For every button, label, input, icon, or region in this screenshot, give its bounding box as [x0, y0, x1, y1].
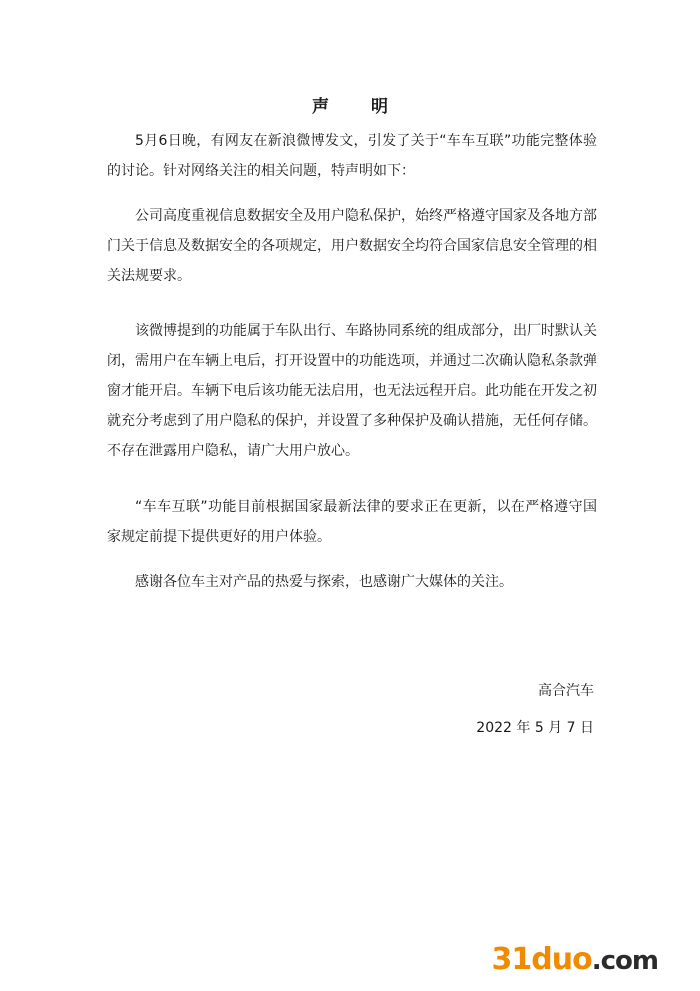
signature-company: 高合汽车 [538, 683, 594, 699]
paragraph-update: “车车互联”功能目前根据国家最新法律的要求正在更新，以在严格遵守国家规定前提下提供更好的用户体验。 [107, 499, 597, 545]
watermark-suffix: .com [591, 946, 658, 976]
paragraph-security: 公司高度重视信息数据安全及用户隐私保护，始终严格遵守国家及各地方部门关于信息及数据安全的各项规定，用户数据安全均符合国家信息安全管理的相关法规要求。 [107, 208, 597, 284]
site-watermark-logo [492, 942, 658, 977]
statement-title: 声 明 [312, 97, 406, 117]
signature-date: 2022 年 5 月 7 日 [476, 720, 594, 736]
paragraph-intro: 5月6日晚，有网友在新浪微博发文，引发了关于“车车互联”功能完整体验的讨论。针对网络关注的相关问题，特声明如下： [107, 133, 597, 179]
paragraph-feature-details: 该微博提到的功能属于车队出行、车路协同系统的组成部分，出厂时默认关闭，需用户在车辆上电后，打开设置中的功能选项，并通过二次确认隐私条款弹窗才能开启。车辆下电后该功能无法启用，也无法远程开启。此功能在开发之初就充分考虑到了用户隐私的保护，并设置了多种保护及确认措施，无任何存储。不存在泄露用户隐私，请广大用户放心。 [107, 323, 597, 459]
watermark-brand: 31duo [491, 942, 592, 977]
paragraph-thanks: 感谢各位车主对产品的热爱与探索，也感谢广大媒体的关注。 [135, 574, 513, 590]
